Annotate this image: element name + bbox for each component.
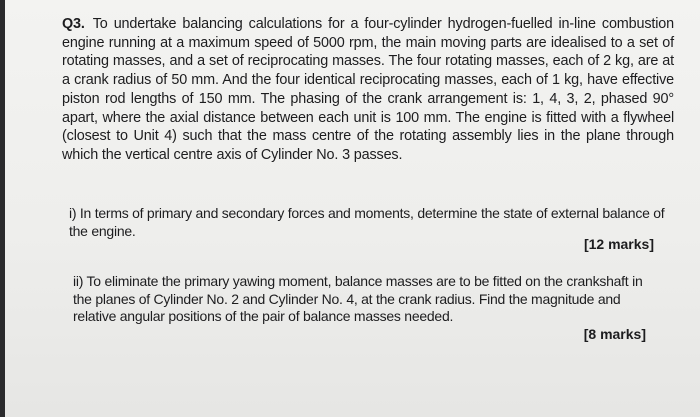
- part-ii-text: ii) To eliminate the primary yawing moment, balance masses are to be fitted on the crankshaft in the planes of Cylinder No. 2 and Cylinder No. 4, at the crank radius. Find the magnitude and relative angular positions of the pair of balance masses needed.: [73, 273, 643, 324]
- question-body: To undertake balancing calculations for a four-cylinder hydrogen-fuelled in-line combustion engine running at a maximum speed of 5000 rpm, the main moving parts are idealised to a set of rotating masses, and a set of reciprocating masses. The four rotating masses, each of 2 kg, are at a crank radius of 50 mm. And the four identical reciprocating masses, each of 1 kg, have effective piston rod lengths of 150 mm. The phasing of the crank arrangement is: 1, 4, 3, 2, phased 90° apart, where the axial distance between each unit is 100 mm. The engine is fitted with a flywheel (closest to Unit 4) such that the mass centre of the rotating assembly lies in the plane through which the vertical centre axis of Cylinder No. 3 passes.: [62, 16, 674, 163]
- page-edge-shadow: [0, 0, 5, 417]
- question-text: [62, 15, 674, 165]
- part-ii-marks: [8 marks]: [583, 326, 646, 342]
- part-i-marks: [12 marks]: [583, 236, 654, 252]
- part-i-text: i) In terms of primary and secondary forces and moments, determine the state of external balance of the engine.: [69, 205, 665, 239]
- question-label: Q3.: [62, 16, 85, 32]
